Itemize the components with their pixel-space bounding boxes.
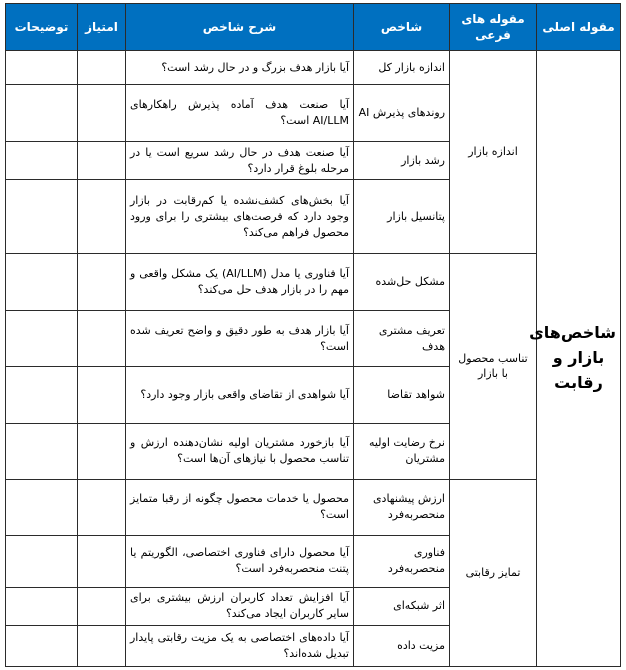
- evaluation-table: [5, 3, 621, 667]
- indicator-cell: تعریف مشتری هدف: [354, 311, 450, 367]
- description-cell: آیا افزایش تعداد کاربران ارزش بیشتری برای سایر کاربران ایجاد می‌کند؟: [126, 587, 354, 625]
- indicator-cell: نرخ رضایت اولیه مشتریان: [354, 423, 450, 479]
- header-indicator: شاخص: [354, 4, 450, 51]
- evaluation-table-container: [5, 3, 620, 667]
- header-main-category: مقوله اصلی: [537, 4, 621, 51]
- score-cell[interactable]: [78, 51, 126, 85]
- score-cell[interactable]: [78, 254, 126, 311]
- main-category-cell: شاخص‌های بازار و رقابت: [537, 51, 621, 667]
- description-cell: محصول یا خدمات محصول چگونه از رقبا متمایز است؟: [126, 479, 354, 535]
- comments-cell[interactable]: [6, 587, 78, 625]
- comments-cell[interactable]: [6, 479, 78, 535]
- indicator-cell: روندهای پذیرش AI: [354, 85, 450, 142]
- table-row: [6, 51, 621, 85]
- table-row: [6, 254, 621, 311]
- indicator-cell: مزیت داده: [354, 625, 450, 666]
- score-cell[interactable]: [78, 587, 126, 625]
- indicator-cell: شواهد تقاضا: [354, 367, 450, 423]
- score-cell[interactable]: [78, 311, 126, 367]
- comments-cell[interactable]: [6, 254, 78, 311]
- score-cell[interactable]: [78, 535, 126, 587]
- description-cell: آیا فناوری یا مدل (AI/LLM) یک مشکل واقعی و مهم را در بازار هدف حل می‌کند؟: [126, 254, 354, 311]
- score-cell[interactable]: [78, 180, 126, 254]
- sub-category-cell: تمایز رقابتی: [450, 479, 537, 666]
- sub-category-cell: اندازه بازار: [450, 51, 537, 254]
- description-cell: آیا بازخورد مشتریان اولیه نشان‌دهنده ارزش و تناسب محصول با نیازهای آن‌ها است؟: [126, 423, 354, 479]
- comments-cell[interactable]: [6, 535, 78, 587]
- comments-cell[interactable]: [6, 85, 78, 142]
- table-row: [6, 479, 621, 535]
- score-cell[interactable]: [78, 479, 126, 535]
- header-score: امتیاز: [78, 4, 126, 51]
- header-row: [6, 4, 621, 51]
- score-cell[interactable]: [78, 85, 126, 142]
- indicator-cell: رشد بازار: [354, 142, 450, 180]
- description-cell: آیا بازار هدف به طور دقیق و واضح تعریف شده است؟: [126, 311, 354, 367]
- score-cell[interactable]: [78, 367, 126, 423]
- indicator-cell: فناوری منحصربه‌فرد: [354, 535, 450, 587]
- indicator-cell: اندازه بازار کل: [354, 51, 450, 85]
- description-cell: آیا شواهدی از تقاضای واقعی بازار وجود دارد؟: [126, 367, 354, 423]
- indicator-cell: اثر شبکه‌ای: [354, 587, 450, 625]
- score-cell[interactable]: [78, 625, 126, 666]
- description-cell: آیا محصول دارای فناوری اختصاصی، الگوریتم یا پتنت منحصربه‌فرد است؟: [126, 535, 354, 587]
- header-sub-category: مقوله های فرعی: [450, 4, 537, 51]
- comments-cell[interactable]: [6, 423, 78, 479]
- description-cell: آیا صنعت هدف در حال رشد سریع است یا در مرحله بلوغ قرار دارد؟: [126, 142, 354, 180]
- indicator-cell: پتانسیل بازار: [354, 180, 450, 254]
- description-cell: آیا بازار هدف بزرگ و در حال رشد است؟: [126, 51, 354, 85]
- score-cell[interactable]: [78, 423, 126, 479]
- score-cell[interactable]: [78, 142, 126, 180]
- comments-cell[interactable]: [6, 625, 78, 666]
- comments-cell[interactable]: [6, 180, 78, 254]
- sub-category-cell: تناسب محصول با بازار: [450, 254, 537, 479]
- description-cell: آیا داده‌های اختصاصی به یک مزیت رقابتی پایدار تبدیل شده‌اند؟: [126, 625, 354, 666]
- description-cell: آیا صنعت هدف آماده پذیرش راهکارهای AI/LLM است؟: [126, 85, 354, 142]
- description-cell: آیا بخش‌های کشف‌نشده یا کم‌رقابت در بازار وجود دارد که فرصت‌های بیشتری را برای ورود محصول فراهم می‌کند؟: [126, 180, 354, 254]
- comments-cell[interactable]: [6, 311, 78, 367]
- indicator-cell: مشکل حل‌شده: [354, 254, 450, 311]
- header-description: شرح شاخص: [126, 4, 354, 51]
- header-comments: توضیحات: [6, 4, 78, 51]
- comments-cell[interactable]: [6, 367, 78, 423]
- indicator-cell: ارزش پیشنهادی منحصربه‌فرد: [354, 479, 450, 535]
- comments-cell[interactable]: [6, 142, 78, 180]
- comments-cell[interactable]: [6, 51, 78, 85]
